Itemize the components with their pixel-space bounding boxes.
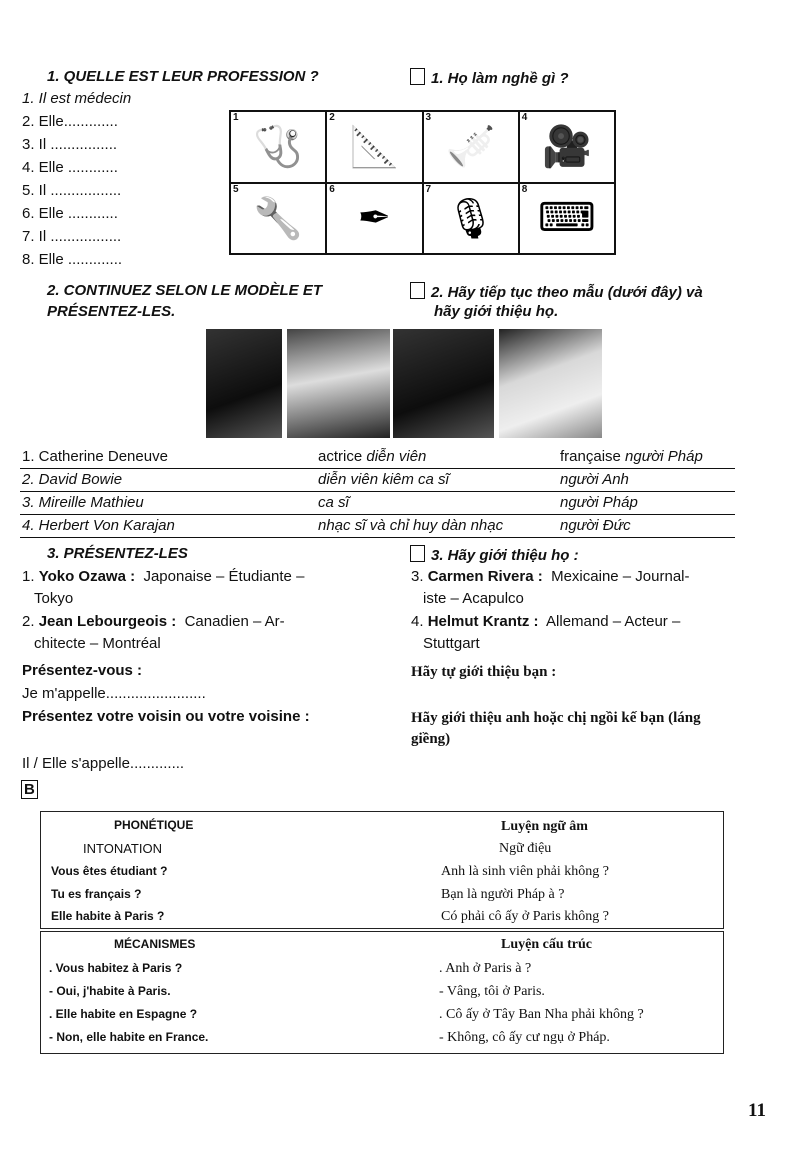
table-cell-name: 2. David Bowie bbox=[22, 471, 123, 488]
wrench-icon: 🔧 bbox=[253, 196, 304, 241]
list-item: 4. Elle ............ bbox=[22, 159, 118, 176]
person-name: Carmen Rivera : bbox=[427, 568, 543, 585]
table-cell-nationality: người Anh bbox=[560, 471, 629, 488]
celebrity-photo bbox=[499, 329, 602, 438]
trumpet-icon: 🎺 bbox=[445, 125, 496, 170]
checkbox[interactable] bbox=[410, 68, 425, 85]
mecanismes-title: MÉCANISMES bbox=[114, 937, 196, 951]
ex1-title-fr: 1. QUELLE EST LEUR PROFESSION ? bbox=[47, 68, 319, 85]
phrase-vi: - Vâng, tôi ở Paris. bbox=[439, 984, 545, 999]
person-number: 4. bbox=[411, 613, 424, 630]
picture-cell bbox=[326, 111, 422, 183]
stethoscope-icon: 🩺 bbox=[253, 125, 304, 170]
ex2-title-vi-1 bbox=[410, 282, 703, 301]
profession-fr: actrice bbox=[318, 448, 363, 465]
table-cell-profession bbox=[318, 448, 426, 465]
person-number: 3. bbox=[411, 568, 424, 585]
phrase-vi: Có phải cô ấy ở Paris không ? bbox=[441, 909, 609, 924]
phonetique-box bbox=[40, 811, 724, 929]
ex2-title-fr-1: 2. CONTINUEZ SELON LE MODÈLE ET bbox=[47, 282, 323, 299]
picture-number: 3 bbox=[425, 112, 432, 123]
person-name: Helmut Krantz : bbox=[427, 613, 539, 630]
ex2-title-vi-1-text: 2. Hãy tiếp tục theo mẫu (dưới đây) và bbox=[431, 284, 703, 301]
nationality-vi: người Pháp bbox=[625, 448, 703, 465]
picture-cell bbox=[230, 111, 326, 183]
ex3-title-vi bbox=[410, 545, 579, 564]
person-details: Japonaise – Étudiante – bbox=[143, 568, 305, 585]
picture-number: 1 bbox=[233, 112, 239, 123]
table-cell-name: 4. Herbert Von Karajan bbox=[22, 517, 175, 534]
table-row bbox=[20, 446, 735, 469]
neighbor-intro-vi-1: Hãy giới thiệu anh hoặc chị ngồi kế bạn (láng bbox=[411, 710, 701, 726]
person-name: Yoko Ozawa : bbox=[38, 568, 136, 585]
table-cell-profession: nhạc sĩ và chỉ huy dàn nhạc bbox=[318, 517, 504, 534]
self-intro-vi: Hãy tự giới thiệu bạn : bbox=[411, 664, 557, 680]
person-2 bbox=[22, 613, 285, 630]
picture-cell bbox=[326, 183, 422, 255]
section-b-marker: B bbox=[21, 780, 38, 799]
checkbox[interactable] bbox=[410, 545, 425, 562]
celebrity-photo bbox=[206, 329, 282, 438]
list-item: 3. Il ................ bbox=[22, 136, 118, 153]
quill-book-icon: ✒ bbox=[357, 196, 392, 241]
nationality-fr: française bbox=[560, 448, 621, 465]
typewriter-icon: ⌨ bbox=[538, 196, 596, 241]
person-details: Allemand – Acteur – bbox=[546, 613, 681, 630]
table-row bbox=[20, 492, 735, 515]
ex2-title-fr-2: PRÉSENTEZ-LES. bbox=[47, 303, 176, 320]
phrase-vi: . Anh ở Paris à ? bbox=[439, 961, 532, 976]
neighbor-intro-vi-2: giềng) bbox=[411, 731, 451, 747]
person-1 bbox=[22, 568, 304, 585]
neighbor-intro-line: Il / Elle s'appelle............. bbox=[22, 755, 185, 772]
intonation-label: INTONATION bbox=[83, 841, 162, 856]
person-4-city: Stuttgart bbox=[423, 635, 480, 652]
list-item: 2. Elle............. bbox=[22, 113, 118, 130]
ex1-title-vi bbox=[410, 68, 569, 87]
person-1-city: Tokyo bbox=[34, 590, 74, 607]
phrase-vi: - Không, cô ấy cư ngụ ở Pháp. bbox=[439, 1030, 610, 1045]
celebrity-photo bbox=[393, 329, 494, 438]
self-intro-fr: Présentez-vous : bbox=[22, 662, 143, 679]
phrase-fr: . Vous habitez à Paris ? bbox=[49, 961, 183, 975]
picture-cell bbox=[519, 183, 615, 255]
picture-number: 8 bbox=[521, 183, 528, 195]
profession-vi: diễn viên bbox=[366, 448, 427, 465]
list-item bbox=[22, 90, 131, 107]
list-item: 8. Elle ............. bbox=[22, 251, 123, 268]
checkbox[interactable] bbox=[410, 282, 425, 299]
phrase-fr: - Non, elle habite en France. bbox=[49, 1030, 209, 1044]
table-cell-nationality bbox=[560, 448, 703, 465]
mecanismes-title-vi: Luyện cấu trúc bbox=[501, 937, 592, 952]
phrase-fr: . Elle habite en Espagne ? bbox=[49, 1007, 198, 1021]
phrase-vi: . Cô ấy ở Tây Ban Nha phải không ? bbox=[439, 1007, 644, 1022]
list-item: 7. Il ................. bbox=[22, 228, 122, 245]
ex3-title-vi-text: 3. Hãy giới thiệu họ : bbox=[431, 547, 579, 564]
phrase-fr: Elle habite à Paris ? bbox=[51, 909, 165, 923]
person-4 bbox=[411, 613, 680, 630]
picture-cell bbox=[230, 183, 326, 255]
phrase-vi: Anh là sinh viên phải không ? bbox=[441, 864, 609, 879]
person-2-city: chitecte – Montréal bbox=[34, 635, 161, 652]
table-cell-nationality: người Pháp bbox=[560, 494, 638, 511]
person-name: Jean Lebourgeois : bbox=[38, 613, 177, 630]
phrase-fr: - Oui, j'habite à Paris. bbox=[49, 984, 171, 998]
microphone-notepad-icon: 🎙 bbox=[445, 196, 497, 241]
picture-cell bbox=[423, 111, 519, 183]
film-camera-icon: 🎥 bbox=[541, 125, 592, 170]
page-number: 11 bbox=[748, 1100, 766, 1121]
phrase-fr: Vous êtes étudiant ? bbox=[51, 864, 168, 878]
celebrity-photo bbox=[287, 329, 390, 438]
self-intro-line: Je m'appelle........................ bbox=[22, 685, 206, 702]
ex3-title-fr: 3. PRÉSENTEZ-LES bbox=[47, 545, 188, 562]
intonation-label-vi: Ngữ điệu bbox=[499, 841, 552, 856]
ex2-title-vi-2: hãy giới thiệu họ. bbox=[434, 303, 559, 320]
table-row bbox=[20, 515, 735, 538]
profession-picture-grid bbox=[229, 110, 616, 255]
compass-ruler-icon: 📐 bbox=[349, 125, 400, 170]
person-number: 2. bbox=[22, 613, 35, 630]
phonetique-title-vi: Luyện ngữ âm bbox=[501, 819, 588, 834]
mecanismes-box bbox=[40, 931, 724, 1054]
picture-number: 7 bbox=[425, 183, 432, 195]
table-cell-profession: diễn viên kiêm ca sĩ bbox=[318, 471, 449, 488]
picture-number: 2 bbox=[329, 112, 335, 123]
list-item: 5. Il ................. bbox=[22, 182, 122, 199]
picture-number: 5 bbox=[233, 183, 239, 195]
picture-cell bbox=[519, 111, 615, 183]
ex1-title-vi-text: 1. Họ làm nghề gì ? bbox=[431, 70, 569, 87]
person-number: 1. bbox=[22, 568, 35, 585]
list-item-text: 1. Il est médecin bbox=[22, 90, 132, 107]
table-cell-name: 3. Mireille Mathieu bbox=[22, 494, 144, 511]
person-3-city: iste – Acapulco bbox=[423, 590, 524, 607]
picture-number: 6 bbox=[329, 183, 335, 195]
table-cell-name: 1. Catherine Deneuve bbox=[22, 448, 168, 465]
table-cell-nationality: người Đức bbox=[560, 517, 631, 534]
picture-cell bbox=[423, 183, 519, 255]
phrase-vi: Bạn là người Pháp à ? bbox=[441, 887, 565, 902]
picture-number: 4 bbox=[521, 112, 528, 123]
table-cell-profession: ca sĩ bbox=[318, 494, 349, 511]
phrase-fr: Tu es français ? bbox=[51, 887, 142, 901]
list-item: 6. Elle ............ bbox=[22, 205, 118, 222]
person-details: Canadien – Ar- bbox=[184, 613, 285, 630]
table-row bbox=[20, 469, 735, 492]
phonetique-title: PHONÉTIQUE bbox=[114, 818, 194, 832]
neighbor-intro-fr: Présentez votre voisin ou votre voisine : bbox=[22, 708, 310, 725]
person-details: Mexicaine – Journal- bbox=[551, 568, 690, 585]
person-3 bbox=[411, 568, 690, 585]
